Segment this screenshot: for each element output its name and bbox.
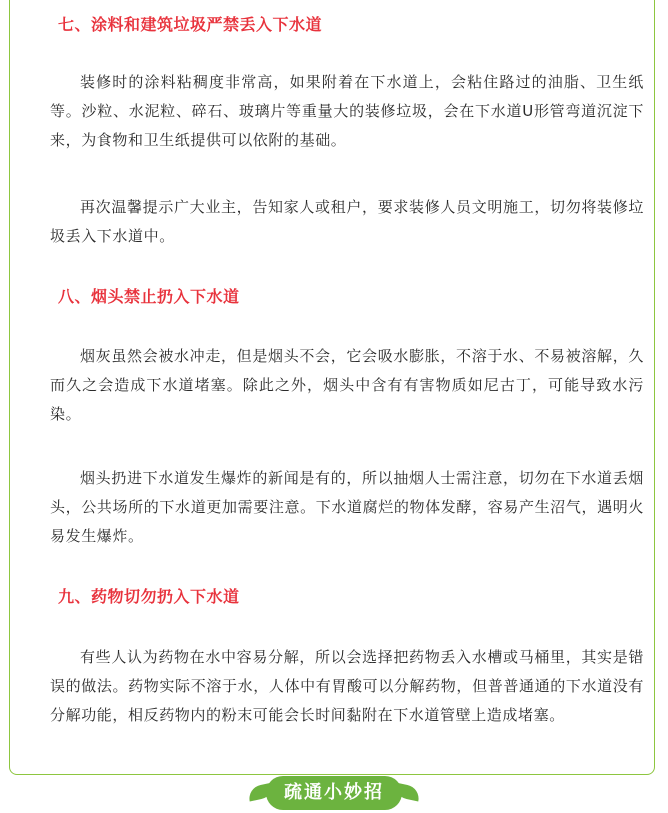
section-9-heading: 九、药物切勿扔入下水道: [58, 587, 240, 606]
section-7-paragraph-1: 装修时的涂料粘稠度非常高，如果附着在下水道上，会粘住路过的油脂、卫生纸等。沙粒、水泥粒、碎石、玻璃片等重量大的装修垃圾，会在下水道U形管弯道沉淀下来，为食物和卫生纸提供可以依附的基础。: [50, 73, 644, 149]
footer-badge: 疏通小妙招: [266, 776, 402, 810]
section-8-heading: 八、烟头禁止扔入下水道: [58, 287, 240, 306]
section-9-paragraph-1: 有些人认为药物在水中容易分解，所以会选择把药物丢入水槽或马桶里，其实是错误的做法。药物实际不溶于水，人体中有胃酸可以分解药物，但普普通通的下水道没有分解功能，相反药物内的粉末可能会长时间黏附在下水道管壁上造成堵塞。: [50, 648, 644, 724]
section-7-paragraph-2: 再次温馨提示广大业主，告知家人或租户，要求装修人员文明施工，切勿将装修垃圾丢入下水道中。: [50, 198, 644, 245]
section-7-heading: 七、涂料和建筑垃圾严禁丢入下水道: [58, 15, 323, 34]
section-8-paragraph-2: 烟头扔进下水道发生爆炸的新闻是有的，所以抽烟人士需注意，切勿在下水道丢烟头，公共场所的下水道更加需要注意。下水道腐烂的物体发酵，容易产生沼气，遇明火易发生爆炸。: [50, 469, 644, 545]
section-8-paragraph-1: 烟灰虽然会被水冲走，但是烟头不会，它会吸水膨胀，不溶于水、不易被溶解，久而久之会造成下水道堵塞。除此之外，烟头中含有有害物质如尼古丁，可能导致水污染。: [50, 347, 644, 423]
footer-badge-area: [0, 773, 668, 813]
